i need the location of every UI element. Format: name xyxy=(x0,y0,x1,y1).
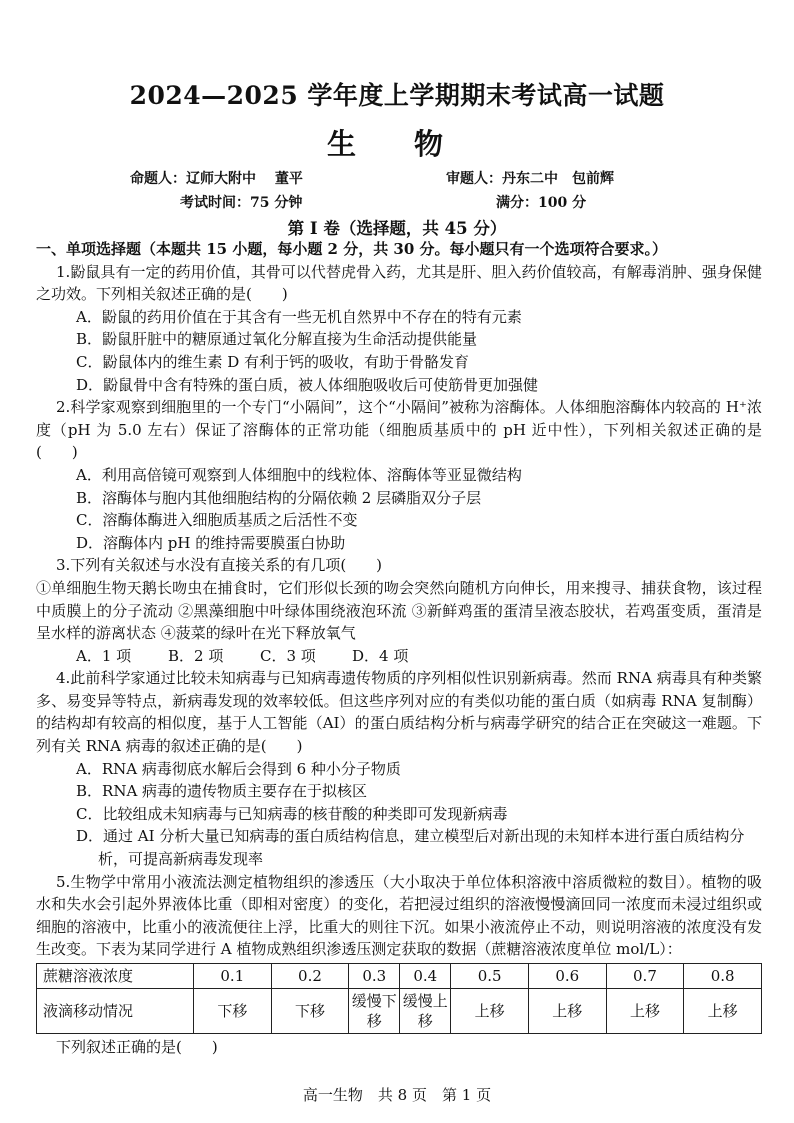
table-cell: 缓慢上移 xyxy=(400,989,451,1034)
table-row xyxy=(37,964,762,989)
question-2-option-b: B．溶酶体与胞内其他细胞结构的分隔依赖 2 层磷脂双分子层 xyxy=(76,488,482,507)
question-4-option-d: D．通过 AI 分析大量已知病毒的蛋白质结构信息，建立模型后对新出现的未知样本进行蛋白质结构分析，可提高新病毒发现率 xyxy=(76,827,745,869)
table-row-label: 液滴移动情况 xyxy=(37,989,194,1034)
question-2-option-d: D．溶酶体内 pH 的维持需要膜蛋白协助 xyxy=(76,533,346,552)
table-cell: 上移 xyxy=(684,989,762,1034)
part-heading: 一、单项选择题（本题共 15 小题，每小题 2 分，共 30 分。每小题只有一个选项符合要求。） xyxy=(36,240,668,258)
question-3-statements: ①单细胞生物天鹅长吻虫在捕食时，它们形似长颈的吻会突然向随机方向伸长，用来搜寻、捕获食物，该过程中质膜上的分子流动 ②黑藻细胞中叶绿体围绕液泡环流 ③新鲜鸡蛋的蛋清呈液态胶状，若鸡蛋变质，蛋清是呈水样的游离状态 ④菠菜的绿叶在光下释放氧气 xyxy=(36,578,762,643)
table-cell: 上移 xyxy=(606,989,684,1034)
question-3-option-d: D．4 项 xyxy=(352,646,409,665)
table-cell: 0.7 xyxy=(606,964,684,989)
page-footer: 高一生物 共 8 页 第 1 页 xyxy=(302,1086,492,1104)
question-2-option-c: C．溶酶体酶进入细胞质基质之后活性不变 xyxy=(76,511,358,530)
question-3-stem: 3.下列有关叙述与水没有直接关系的有几项( ) xyxy=(56,556,383,575)
table-row xyxy=(37,989,762,1034)
table-cell: 0.2 xyxy=(271,964,349,989)
question-1-option-c: C．鼢鼠体内的维生素 D 有利于钙的吸收，有助于骨骼发育 xyxy=(76,352,470,371)
question-2-option-a: A．利用高倍镜可观察到人体细胞中的线粒体、溶酶体等亚显微结构 xyxy=(76,465,522,484)
setter-info: 命题人：辽师大附中 董平 xyxy=(130,171,303,187)
question-3-options xyxy=(36,645,762,668)
exam-title: 2024—2025 学年度上学期期末考试高一试题 xyxy=(129,81,665,110)
question-4-stem: 4.此前科学家通过比较未知病毒与已知病毒遗传物质的序列相似性识别新病毒。然而 RNA 病毒具有种类繁多、易变异等特点，新病毒发现的效率较低。但这些序列对应的有类似功能的蛋白质（如病毒 RNA 复制酶）的结构却有较高的相似度，基于人工智能（AI）的蛋白质结构分析与病毒学研究的结合正在突破这一难题。下列有关 RNA 病毒的叙述正确的是( ) xyxy=(36,669,762,756)
table-cell: 下移 xyxy=(271,989,349,1034)
table-cell: 0.3 xyxy=(349,964,400,989)
question-1-option-d: D．鼢鼠骨中含有特殊的蛋白质，被人体细胞吸收后可使筋骨更加强健 xyxy=(76,375,539,394)
full-score: 满分：100 分 xyxy=(496,195,587,211)
question-4-option-c: C．比较组成未知病毒与已知病毒的核苷酸的种类即可发现新病毒 xyxy=(76,804,508,823)
question-body xyxy=(36,238,762,1059)
table-cell: 0.1 xyxy=(194,964,272,989)
question-4-option-a: A．RNA 病毒彻底水解后会得到 6 种小分子物质 xyxy=(76,759,401,778)
table-cell: 0.6 xyxy=(528,964,606,989)
table-cell: 上移 xyxy=(451,989,529,1034)
exam-time: 考试时间：75 分钟 xyxy=(180,195,303,211)
question-1-option-b: B．鼢鼠肝脏中的糖原通过氧化分解直接为生命活动提供能量 xyxy=(76,330,478,349)
question-3-option-c: C．3 项 xyxy=(260,646,316,665)
question-3-option-b: B．2 项 xyxy=(168,646,224,665)
table-cell: 下移 xyxy=(194,989,272,1034)
table-row-label: 蔗糖溶液浓度 xyxy=(37,964,194,989)
question-2-stem: 2.科学家观察到细胞里的一个专门“小隔间”，这个“小隔间”被称为溶酶体。人体细胞溶酶体内较高的 H⁺浓度（pH 为 5.0 左右）保证了溶酶体的正常功能（细胞质基质中的 pH 近中性），下列相关叙述正确的是( ) xyxy=(36,398,762,462)
question-4-option-b: B．RNA 病毒的遗传物质主要存在于拟核区 xyxy=(76,782,368,801)
question-1-stem: 1.鼢鼠具有一定的药用价值，其骨可以代替虎骨入药，尤其是肝、胆入药价值较高，有解毒消肿、强身保健之功效。下列相关叙述正确的是( ) xyxy=(36,262,762,304)
subject-title: 生 物 xyxy=(326,127,468,161)
table-cell: 0.5 xyxy=(451,964,529,989)
osmotic-data-table xyxy=(36,963,762,1034)
table-cell: 0.4 xyxy=(400,964,451,989)
table-cell: 上移 xyxy=(528,989,606,1034)
question-3-option-a: A．1 项 xyxy=(76,646,132,665)
table-cell: 0.8 xyxy=(684,964,762,989)
table-cell: 缓慢下移 xyxy=(349,989,400,1034)
question-5-tail: 下列叙述正确的是( ) xyxy=(56,1038,218,1056)
question-1-option-a: A．鼢鼠的药用价值在于其含有一些无机自然界中不存在的特有元素 xyxy=(76,307,522,326)
reviewer-info: 审题人：丹东二中 包前辉 xyxy=(446,171,614,187)
question-5-stem: 5.生物学中常用小液流法测定植物组织的渗透压（大小取决于单位体积溶液中溶质微粒的数目）。植物的吸水和失水会引起外界液体比重（即相对密度）的变化，若把浸过组织的溶液慢慢滴回同一浓度而未浸过组织或细胞的溶液中，比重小的液流便往上浮，比重大的则往下沉。如果小液流停止不动，则说明溶液的浓度没有发生改变。下表为某同学进行 A 植物成熟组织渗透压测定获取的数据（蔗糖溶液浓度单位 mol/L）： xyxy=(36,872,762,959)
section-title: 第 Ⅰ 卷（选择题，共 45 分） xyxy=(287,219,507,238)
